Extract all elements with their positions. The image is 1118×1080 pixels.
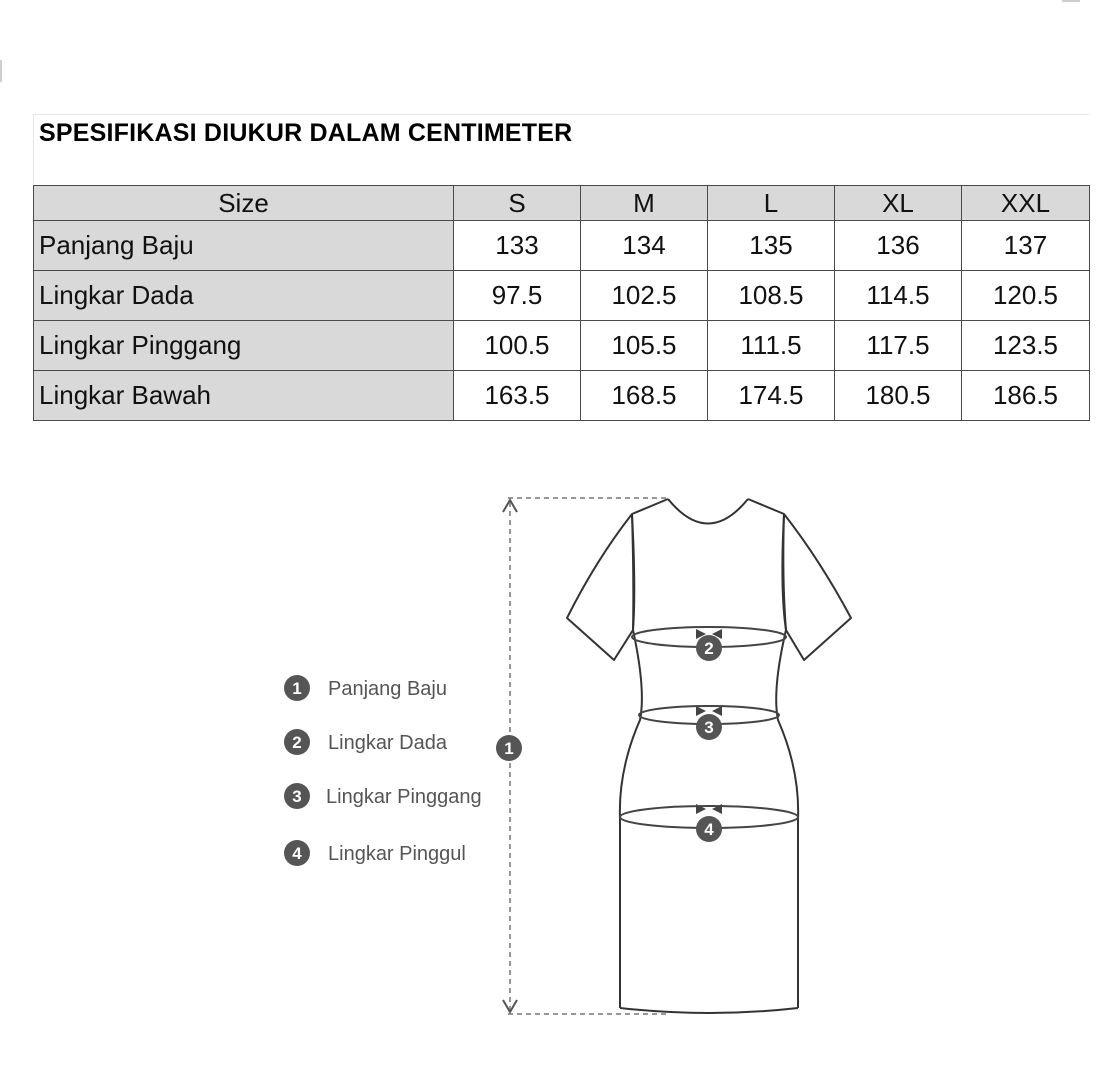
table-cell: 117.5 [835,321,962,371]
legend-label: Lingkar Pinggul [328,843,466,865]
svg-text:2: 2 [704,639,714,658]
row-label: Panjang Baju [34,221,454,271]
legend [284,675,482,866]
table-cell: 136 [835,221,962,271]
table-cell: 134 [581,221,708,271]
legend-item [284,840,466,866]
table-cell: 168.5 [581,371,708,421]
left-seam [620,514,642,1008]
table-cell: 174.5 [708,371,835,421]
dress-hem [620,1008,798,1013]
table-cell: 186.5 [962,371,1090,421]
waist-arrow-right [712,706,722,716]
row-label: Lingkar Bawah [34,371,454,421]
page-title: SPESIFIKASI DIUKUR DALAM CENTIMETER [39,119,573,147]
table-cell: 108.5 [708,271,835,321]
table-cell: 180.5 [835,371,962,421]
marker-badge-1 [496,735,522,761]
table-cell: 133 [454,221,581,271]
table-cell: 114.5 [835,271,962,321]
legend-number: 4 [292,844,302,863]
legend-label: Lingkar Pinggang [326,786,482,808]
legend-item [284,729,448,755]
table-cell: 123.5 [962,321,1090,371]
legend-label: Panjang Baju [328,678,447,700]
svg-text:1: 1 [504,739,514,758]
table-cell: 120.5 [962,271,1090,321]
marker-badge-2 [696,635,722,661]
right-sleeve [748,499,851,660]
dress-outline [567,499,851,1013]
size-header-l: L [708,186,835,221]
left-sleeve [567,499,668,660]
size-header-xxl: XXL [962,186,1090,221]
marker-badge-3 [696,714,722,740]
table-cell: 137 [962,221,1090,271]
waist-arrow-left [696,706,706,716]
table-cell: 102.5 [581,271,708,321]
dress-collar [668,499,748,524]
size-header-label: Size [34,186,454,221]
row-label: Lingkar Pinggang [34,321,454,371]
legend-item [284,783,482,809]
legend-number: 1 [292,679,302,698]
table-cell: 135 [708,221,835,271]
size-header-xl: XL [835,186,962,221]
legend-number: 2 [292,733,302,752]
size-header-m: M [581,186,708,221]
table-cell: 97.5 [454,271,581,321]
marker-badge-4 [696,816,722,842]
table-cell: 163.5 [454,371,581,421]
table-cell: 105.5 [581,321,708,371]
row-label: Lingkar Dada [34,271,454,321]
table-cell: 100.5 [454,321,581,371]
svg-text:4: 4 [704,820,714,839]
right-seam [776,514,798,1008]
size-header-s: S [454,186,581,221]
legend-item [284,675,447,701]
legend-label: Lingkar Dada [328,732,447,754]
legend-number: 3 [292,787,302,806]
svg-text:3: 3 [704,718,714,737]
table-cell: 111.5 [708,321,835,371]
